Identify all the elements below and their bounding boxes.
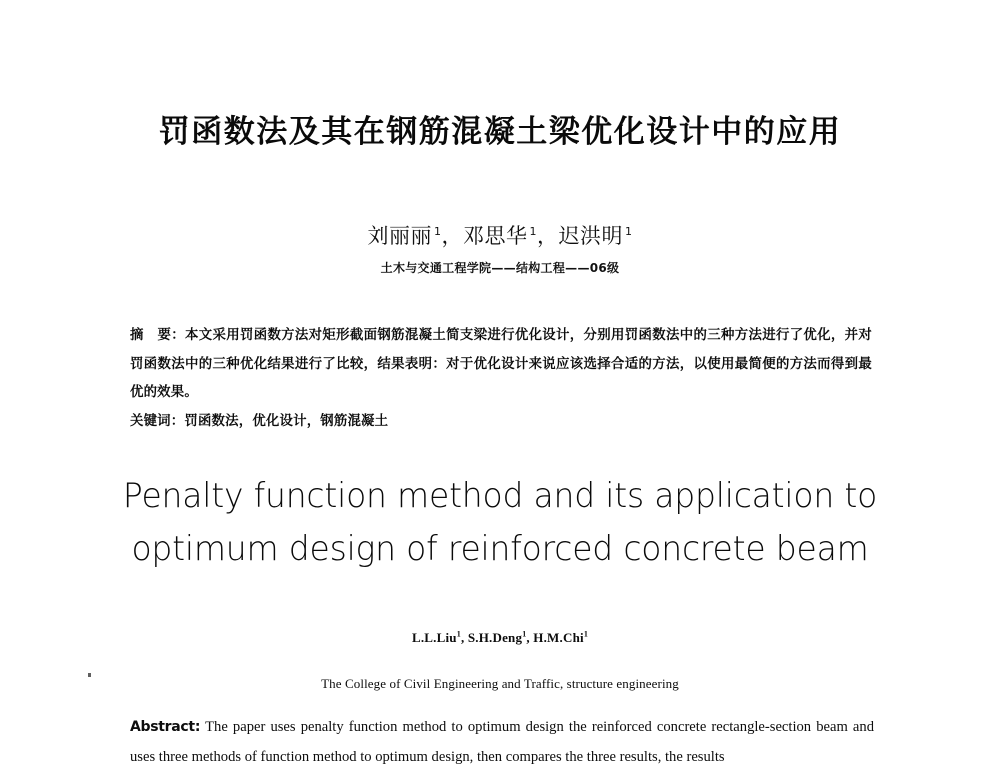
scan-artifact-speck: [88, 673, 91, 677]
author-separator: ,: [526, 630, 534, 645]
author-affiliation-marker: 1: [522, 629, 527, 639]
author-affiliation-marker: 1: [434, 225, 442, 238]
chinese-keywords-text: 罚函数法，优化设计，钢筋混凝土: [184, 414, 389, 429]
chinese-keywords: [130, 408, 872, 436]
english-title-line-2: optimum design of reinforced concrete beam: [131, 529, 869, 569]
chinese-affiliation: 土木与交通工程学院——结构工程——06级: [380, 261, 620, 275]
english-abstract: [130, 712, 874, 772]
author-affiliation-marker: 1: [529, 225, 537, 238]
page-title: 罚函数法及其在钢筋混凝土梁优化设计中的应用: [158, 114, 842, 150]
author-separator: ,: [460, 630, 468, 645]
english-affiliation: The College of Civil Engineering and Traffic, structure engineering: [321, 676, 679, 691]
chinese-keywords-label: 关键词：: [130, 414, 185, 429]
english-author-list: [0, 630, 1000, 646]
author-name: 迟洪明: [558, 224, 623, 248]
english-abstract-label: Abstract:: [130, 719, 201, 735]
author-separator: ，: [441, 224, 463, 248]
author-name: L.L.Liu: [411, 630, 457, 645]
author-affiliation-marker: 1: [625, 225, 633, 238]
author-separator: ，: [537, 224, 559, 248]
chinese-abstract-text: 本文采用罚函数方法对矩形截面钢筋混凝土简支梁进行优化设计，分别用罚函数法中的三种方法进行了优化，并对罚函数法中的三种优化结果进行了比较，结果表明：对于优化设计来说应该选择合适的方法，以使用最简便的方法而得到最优的效果。: [130, 328, 872, 400]
author-name: 邓思华: [463, 224, 528, 248]
author-name: 刘丽丽: [367, 224, 432, 248]
author-affiliation-marker: 1: [583, 629, 589, 639]
author-name: S.H.Deng: [467, 630, 523, 645]
chinese-author-list: [0, 222, 1000, 250]
author-affiliation-marker: 1: [456, 629, 461, 639]
english-title: [15, 470, 985, 576]
author-name: H.M.Chi: [533, 630, 584, 645]
chinese-abstract-label: 摘 要：: [130, 328, 185, 343]
english-title-line-1: Penalty function method and its application to: [122, 476, 878, 516]
english-abstract-text: The paper uses penalty function method to optimum design the reinforced concrete rectangle-section beam and uses three methods of function method to optimum design, then compares the three results, the results: [130, 719, 874, 765]
chinese-abstract: [130, 322, 872, 408]
